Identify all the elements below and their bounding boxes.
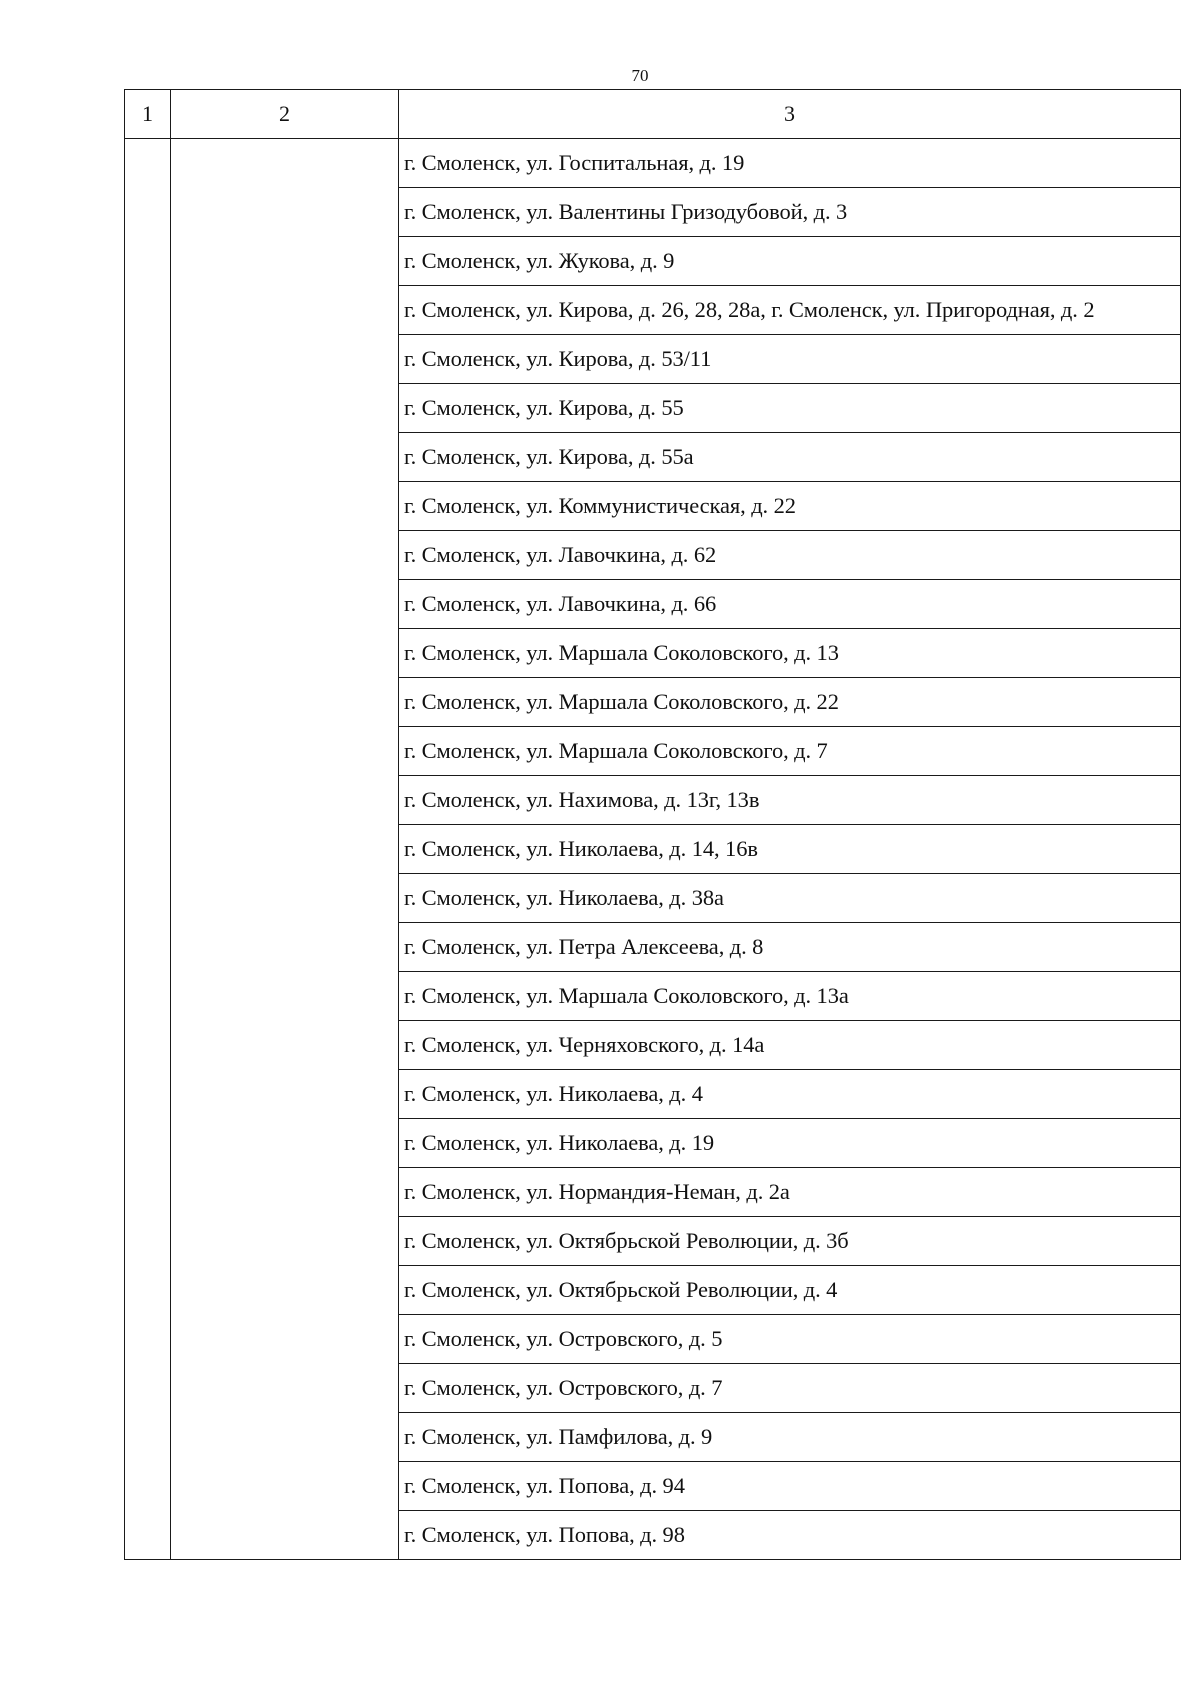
address-cell: г. Смоленск, ул. Маршала Соколовского, д. 7	[399, 727, 1181, 776]
address-cell: г. Смоленск, ул. Кирова, д. 55а	[399, 433, 1181, 482]
address-cell: г. Смоленск, ул. Лавочкина, д. 62	[399, 531, 1181, 580]
address-cell: г. Смоленск, ул. Кирова, д. 53/11	[399, 335, 1181, 384]
address-cell: г. Смоленск, ул. Маршала Соколовского, д. 22	[399, 678, 1181, 727]
address-cell: г. Смоленск, ул. Черняховского, д. 14а	[399, 1021, 1181, 1070]
address-cell: г. Смоленск, ул. Октябрьской Революции, д. 4	[399, 1266, 1181, 1315]
column-header-1: 1	[125, 90, 171, 139]
address-cell: г. Смоленск, ул. Петра Алексеева, д. 8	[399, 923, 1181, 972]
address-cell: г. Смоленск, ул. Октябрьской Революции, д. 3б	[399, 1217, 1181, 1266]
address-cell: г. Смоленск, ул. Николаева, д. 14, 16в	[399, 825, 1181, 874]
address-cell: г. Смоленск, ул. Нахимова, д. 13г, 13в	[399, 776, 1181, 825]
address-cell: г. Смоленск, ул. Кирова, д. 55	[399, 384, 1181, 433]
address-cell: г. Смоленск, ул. Лавочкина, д. 66	[399, 580, 1181, 629]
table-row	[125, 139, 1181, 188]
address-cell: г. Смоленск, ул. Попова, д. 94	[399, 1462, 1181, 1511]
column-header-3: 3	[399, 90, 1181, 139]
column-2-cell	[171, 139, 399, 1560]
address-cell: г. Смоленск, ул. Кирова, д. 26, 28, 28а, г. Смоленск, ул. Пригородная, д. 2	[399, 286, 1181, 335]
address-cell: г. Смоленск, ул. Коммунистическая, д. 22	[399, 482, 1181, 531]
address-cell: г. Смоленск, ул. Попова, д. 98	[399, 1511, 1181, 1560]
address-cell: г. Смоленск, ул. Островского, д. 7	[399, 1364, 1181, 1413]
address-cell: г. Смоленск, ул. Госпитальная, д. 19	[399, 139, 1181, 188]
address-table	[124, 89, 1181, 1560]
column-1-cell	[125, 139, 171, 1560]
column-header-2: 2	[171, 90, 399, 139]
address-cell: г. Смоленск, ул. Островского, д. 5	[399, 1315, 1181, 1364]
page-number: 70	[631, 66, 649, 85]
address-cell: г. Смоленск, ул. Валентины Гризодубовой, д. 3	[399, 188, 1181, 237]
table-header-row	[125, 90, 1181, 139]
address-cell: г. Смоленск, ул. Николаева, д. 19	[399, 1119, 1181, 1168]
address-cell: г. Смоленск, ул. Нормандия-Неман, д. 2а	[399, 1168, 1181, 1217]
address-cell: г. Смоленск, ул. Николаева, д. 4	[399, 1070, 1181, 1119]
address-cell: г. Смоленск, ул. Памфилова, д. 9	[399, 1413, 1181, 1462]
address-cell: г. Смоленск, ул. Жукова, д. 9	[399, 237, 1181, 286]
address-cell: г. Смоленск, ул. Николаева, д. 38а	[399, 874, 1181, 923]
address-cell: г. Смоленск, ул. Маршала Соколовского, д. 13	[399, 629, 1181, 678]
address-cell: г. Смоленск, ул. Маршала Соколовского, д. 13а	[399, 972, 1181, 1021]
